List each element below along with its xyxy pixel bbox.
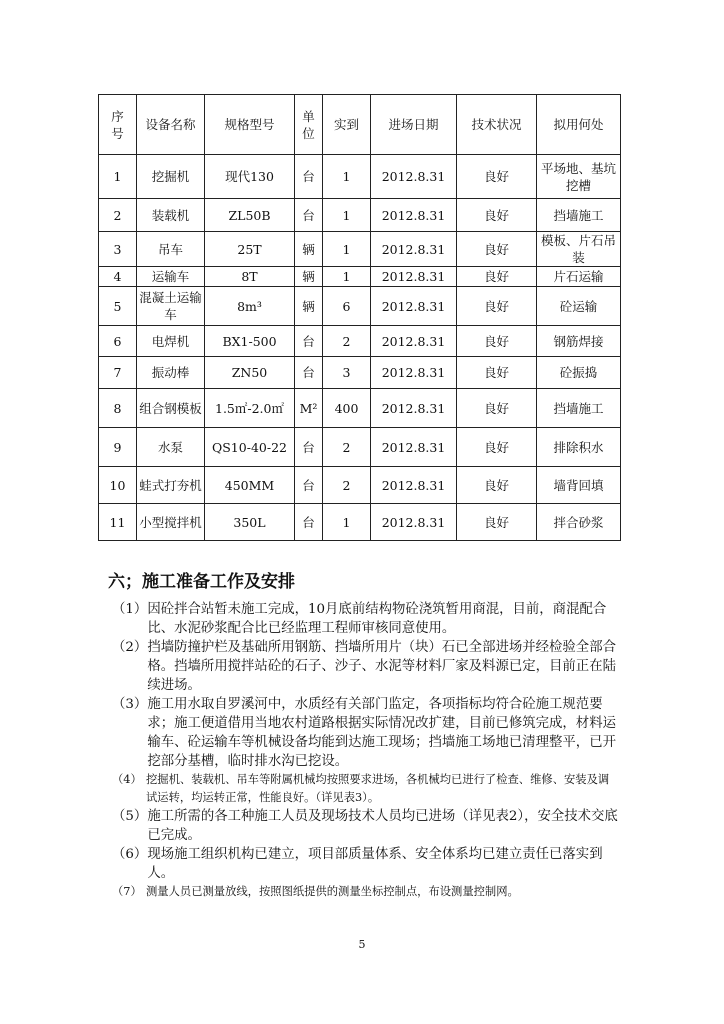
table-cell: 台 [295,357,323,389]
table-cell: 组合钢模板 [137,389,205,428]
list-item-text: 施工用水取自罗溪河中，水质经有关部门监定，各项指标均符合砼施工规范要求；施工便道借用当地农村道路根据实际情况改扩建，目前已修筑完成，材料运输车、砼运输车等机械设备均能到达施工现场；挡墙施工场地已清理整平，已开挖部分基槽，临时排水沟已挖设。 [147,697,616,769]
table-cell: 良好 [457,232,537,267]
table-cell: 2012.8.31 [371,389,457,428]
table-cell: BX1-500 [205,326,295,357]
table-row [99,326,621,357]
list-item-number: （7） [112,885,142,898]
table-cell: 拌合砂浆 [537,504,621,541]
table-cell: 7 [99,357,137,389]
table-cell: 良好 [457,428,537,467]
list-item-text: 挖掘机、装载机、吊车等附属机械均按照要求进场，各机械均已进行了检查、维修、安装及调试运转，均运转正常，性能良好。（详见表3）。 [146,773,610,804]
preparation-list [112,600,620,901]
table-cell: 2012.8.31 [371,287,457,326]
table-row [99,155,621,199]
table-cell: 450MM [205,467,295,504]
list-item [112,600,620,638]
table-cell: ZL50B [205,199,295,232]
table-cell: 台 [295,428,323,467]
table-cell: 运输车 [137,267,205,287]
table-cell: 2012.8.31 [371,504,457,541]
table-cell: 墙背回填 [537,467,621,504]
table-cell: 良好 [457,357,537,389]
table-cell: 蛙式打夯机 [137,467,205,504]
table-row [99,267,621,287]
table-cell: 2012.8.31 [371,428,457,467]
list-item-text: 挡墙防撞护栏及基础所用钢筋、挡墙所用片（块）石已全部进场并经检验全部合格。挡墙所用搅拌站砼的石子、沙子、水泥等材料厂家及料源已定，目前正在陆续进场。 [147,640,616,693]
table-cell: QS10-40-22 [205,428,295,467]
table-row [99,199,621,232]
header-cell: 单位 [295,95,323,155]
list-item [112,695,620,771]
header-cell: 技术状况 [457,95,537,155]
table-cell: 良好 [457,504,537,541]
table-cell: 1 [323,155,371,199]
list-item [112,807,620,845]
list-item [112,771,620,807]
table-cell: 良好 [457,389,537,428]
table-cell: 挖掘机 [137,155,205,199]
table-cell: 台 [295,504,323,541]
list-item-number: （2） [112,640,148,655]
table-cell: 400 [323,389,371,428]
table-cell: 2012.8.31 [371,267,457,287]
section-title: 六；施工准备工作及安排 [108,572,295,592]
table-cell: 6 [323,287,371,326]
equipment-table [98,94,621,541]
table-cell: 11 [99,504,137,541]
table-cell: 台 [295,326,323,357]
list-item-number: （4） [112,773,142,786]
table-cell: 2012.8.31 [371,326,457,357]
table-row [99,357,621,389]
table-cell: 2012.8.31 [371,199,457,232]
table-row [99,232,621,267]
list-item [112,638,620,695]
table-cell: 砼运输 [537,287,621,326]
table-cell: 台 [295,467,323,504]
table-cell: 挡墙施工 [537,199,621,232]
table-cell: 25T [205,232,295,267]
table-cell: 1 [99,155,137,199]
table-cell: 良好 [457,467,537,504]
table-cell: 3 [323,357,371,389]
table-cell: 2012.8.31 [371,155,457,199]
table-cell: 1 [323,232,371,267]
list-item-number: （3） [112,697,148,712]
table-cell: 1 [323,504,371,541]
table-cell: 8T [205,267,295,287]
table-row [99,287,621,326]
header-cell: 进场日期 [371,95,457,155]
table-cell: 5 [99,287,137,326]
table-cell: 2012.8.31 [371,232,457,267]
table-cell: 钢筋焊接 [537,326,621,357]
table-cell: 9 [99,428,137,467]
page-number: 5 [358,938,366,951]
table-cell: 电焊机 [137,326,205,357]
list-item-text: 因砼拌合站暂未施工完成，10月底前结构物砼浇筑暂用商混，目前，商混配合比、水泥砂浆配合比已经监理工程师审核同意使用。 [147,602,607,636]
header-cell: 序号 [99,95,137,155]
table-cell: 砼振捣 [537,357,621,389]
table-cell: 2012.8.31 [371,357,457,389]
table-cell: 台 [295,155,323,199]
list-item-number: （6） [112,847,148,862]
table-row [99,504,621,541]
table-header-row [99,95,621,155]
list-item-text: 现场施工组织机构已建立，项目部质量体系、安全体系均已建立责任已落实到人。 [147,847,603,881]
table-cell: 平场地、基坑挖槽 [537,155,621,199]
table-cell: 振动棒 [137,357,205,389]
table-cell: 片石运输 [537,267,621,287]
list-item [112,883,620,901]
list-item-number: （1） [112,602,148,617]
table-cell: 1.5㎡-2.0㎡ [205,389,295,428]
table-cell: 2 [323,326,371,357]
list-item-text: 测量人员已测量放线，按照图纸提供的测量坐标控制点，布设测量控制网。 [146,885,519,898]
table-row [99,467,621,504]
table-cell: 1 [323,267,371,287]
table-cell: M² [295,389,323,428]
table-cell: 2 [323,467,371,504]
table-cell: 2 [99,199,137,232]
table-cell: 8m³ [205,287,295,326]
table-cell: 1 [323,199,371,232]
table-cell: 10 [99,467,137,504]
table-cell: 装载机 [137,199,205,232]
table-cell: 良好 [457,287,537,326]
table-cell: 良好 [457,326,537,357]
header-cell: 设备名称 [137,95,205,155]
table-cell: 挡墙施工 [537,389,621,428]
header-cell: 拟用何处 [537,95,621,155]
table-cell: 良好 [457,199,537,232]
table-cell: 模板、片石吊装 [537,232,621,267]
table-cell: 水泵 [137,428,205,467]
header-cell: 实到 [323,95,371,155]
table-cell: 混凝土运输车 [137,287,205,326]
table-row [99,389,621,428]
table-cell: 现代130 [205,155,295,199]
table-cell: 4 [99,267,137,287]
list-item-text: 施工所需的各工种施工人员及现场技术人员均已进场（详见表2），安全技术交底已完成。 [147,809,618,843]
table-cell: 350L [205,504,295,541]
table-cell: ZN50 [205,357,295,389]
table-cell: 小型搅拌机 [137,504,205,541]
table-cell: 8 [99,389,137,428]
table-cell: 辆 [295,232,323,267]
table-cell: 辆 [295,267,323,287]
table-cell: 3 [99,232,137,267]
table-cell: 良好 [457,155,537,199]
header-cell: 规格型号 [205,95,295,155]
table-cell: 2012.8.31 [371,467,457,504]
table-cell: 吊车 [137,232,205,267]
table-row [99,428,621,467]
table-cell: 6 [99,326,137,357]
list-item-number: （5） [112,809,148,824]
list-item [112,845,620,883]
table-cell: 排除积水 [537,428,621,467]
table-cell: 良好 [457,267,537,287]
table-cell: 2 [323,428,371,467]
table-cell: 台 [295,199,323,232]
table-cell: 辆 [295,287,323,326]
